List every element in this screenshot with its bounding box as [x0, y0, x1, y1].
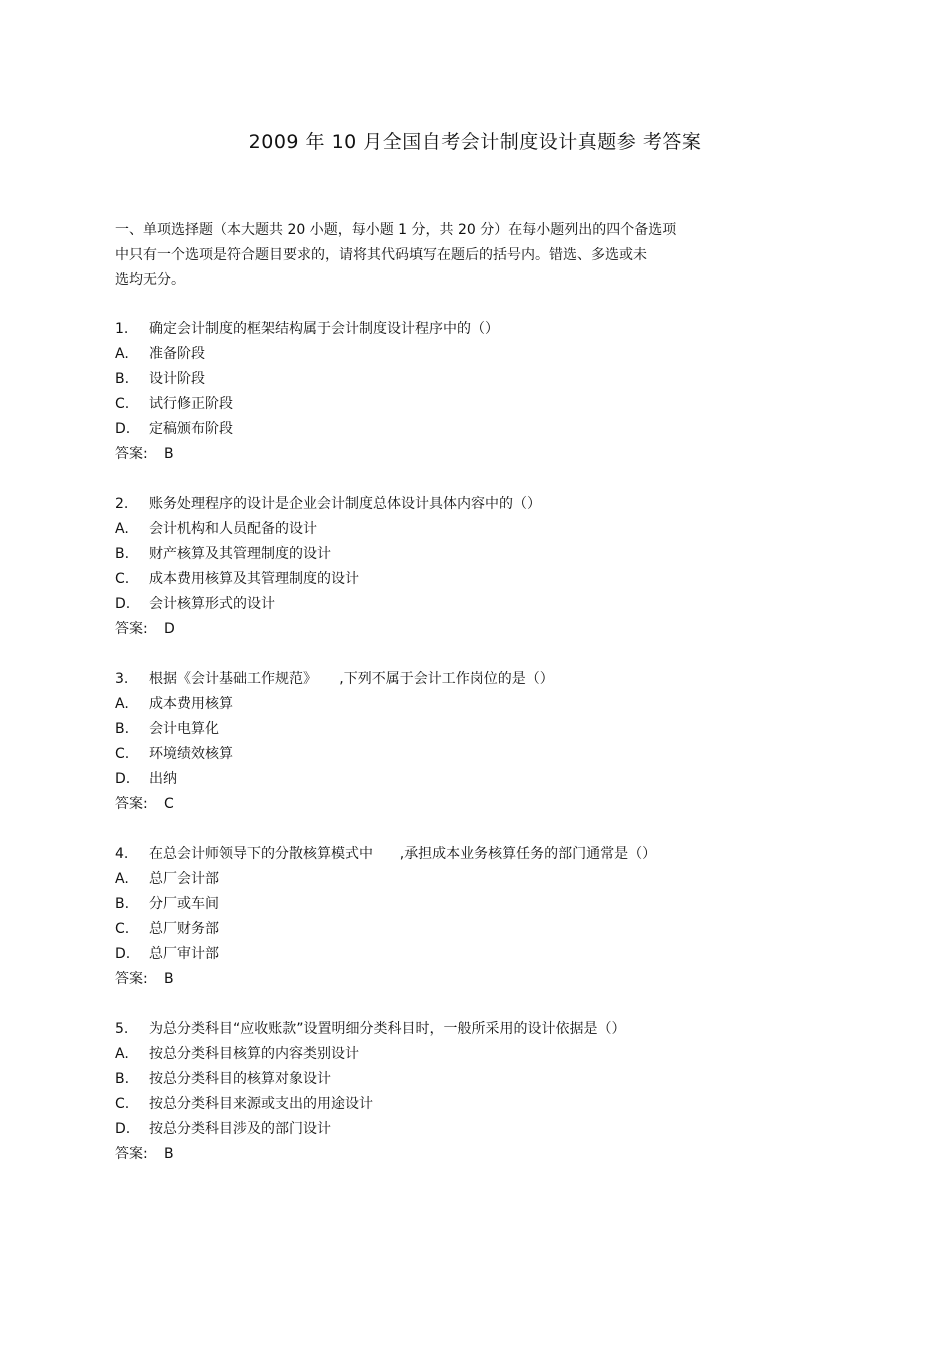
option-c — [115, 1092, 835, 1117]
option-c — [115, 567, 835, 592]
option-text: 分厂或车间 — [149, 896, 219, 912]
option-label: C. — [115, 921, 130, 937]
option-label: D. — [115, 771, 131, 787]
answer-line — [115, 1142, 835, 1167]
question-5 — [115, 1017, 835, 1192]
option-label: B. — [115, 896, 130, 912]
option-b — [115, 542, 835, 567]
option-label: D. — [115, 421, 131, 437]
option-label: D. — [115, 596, 131, 612]
option-text: 准备阶段 — [149, 346, 205, 362]
option-a — [115, 1042, 835, 1067]
answer-value: B — [164, 446, 174, 462]
question-list — [115, 317, 835, 1192]
option-text: 总厂财务部 — [149, 921, 219, 937]
intro-line: 一、单项选择题（本大题共 20 小题，每小题 1 分，共 20 分）在每小题列出的四个备选项 — [115, 222, 677, 238]
question-text: 在总会计师领导下的分散核算模式中 ,承担成本业务核算任务的部门通常是（） — [149, 846, 657, 862]
question-4 — [115, 842, 835, 1017]
option-text: 成本费用核算 — [149, 696, 233, 712]
answer-label: 答案: — [115, 621, 148, 637]
intro-line: 选均无分。 — [115, 272, 185, 288]
question-number: 2. — [115, 496, 129, 512]
answer-line — [115, 792, 835, 817]
question-text: 为总分类科目“应收账款”设置明细分类科目时，一般所采用的设计依据是（） — [149, 1021, 626, 1037]
option-text: 按总分类科目来源或支出的用途设计 — [149, 1096, 373, 1112]
question-number: 3. — [115, 671, 129, 687]
option-label: A. — [115, 521, 129, 537]
section-intro — [115, 218, 775, 293]
option-text: 出纳 — [149, 771, 177, 787]
answer-label: 答案: — [115, 446, 148, 462]
document-title: 2009 年 10 月全国自考会计制度设计真题参 考答案 — [248, 131, 702, 153]
option-label: A. — [115, 346, 129, 362]
answer-value: C — [164, 796, 174, 812]
question-stem — [115, 1017, 835, 1042]
question-number: 5. — [115, 1021, 129, 1037]
answer-label: 答案: — [115, 971, 148, 987]
option-text: 会计机构和人员配备的设计 — [149, 521, 317, 537]
option-c — [115, 392, 835, 417]
option-d — [115, 417, 835, 442]
option-a — [115, 867, 835, 892]
question-2 — [115, 492, 835, 667]
option-label: C. — [115, 1096, 130, 1112]
option-a — [115, 342, 835, 367]
option-b — [115, 367, 835, 392]
question-stem — [115, 667, 835, 692]
option-label: B. — [115, 1071, 130, 1087]
option-b — [115, 1067, 835, 1092]
option-label: D. — [115, 946, 131, 962]
option-b — [115, 717, 835, 742]
option-label: C. — [115, 746, 130, 762]
question-text: 确定会计制度的框架结构属于会计制度设计程序中的（） — [149, 321, 499, 337]
option-label: C. — [115, 396, 130, 412]
option-text: 会计电算化 — [149, 721, 219, 737]
question-1 — [115, 317, 835, 492]
question-text: 根据《会计基础工作规范》 ,下列不属于会计工作岗位的是（） — [149, 671, 554, 687]
option-c — [115, 917, 835, 942]
question-text: 账务处理程序的设计是企业会计制度总体设计具体内容中的（） — [149, 496, 541, 512]
answer-value: B — [164, 1146, 174, 1162]
option-text: 总厂审计部 — [149, 946, 219, 962]
option-label: A. — [115, 1046, 129, 1062]
option-label: A. — [115, 696, 129, 712]
answer-label: 答案: — [115, 796, 148, 812]
option-text: 按总分类科目的核算对象设计 — [149, 1071, 331, 1087]
answer-line — [115, 442, 835, 467]
option-c — [115, 742, 835, 767]
option-d — [115, 767, 835, 792]
option-a — [115, 517, 835, 542]
question-stem — [115, 492, 835, 517]
question-number: 4. — [115, 846, 129, 862]
answer-value: B — [164, 971, 174, 987]
question-stem — [115, 842, 835, 867]
question-number: 1. — [115, 321, 129, 337]
option-text: 环境绩效核算 — [149, 746, 233, 762]
option-text: 按总分类科目核算的内容类别设计 — [149, 1046, 359, 1062]
answer-line — [115, 967, 835, 992]
option-label: B. — [115, 721, 130, 737]
option-text: 成本费用核算及其管理制度的设计 — [149, 571, 359, 587]
intro-line: 中只有一个选项是符合题目要求的，请将其代码填写在题后的括号内。错选、多选或未 — [115, 247, 647, 263]
option-d — [115, 942, 835, 967]
answer-value: D — [164, 621, 175, 637]
option-d — [115, 1117, 835, 1142]
option-b — [115, 892, 835, 917]
question-stem — [115, 317, 835, 342]
option-text: 试行修正阶段 — [149, 396, 233, 412]
option-label: B. — [115, 371, 130, 387]
answer-label: 答案: — [115, 1146, 148, 1162]
option-text: 定稿颁布阶段 — [149, 421, 233, 437]
option-d — [115, 592, 835, 617]
option-text: 总厂会计部 — [149, 871, 219, 887]
option-text: 设计阶段 — [149, 371, 205, 387]
option-text: 按总分类科目涉及的部门设计 — [149, 1121, 331, 1137]
option-label: D. — [115, 1121, 131, 1137]
option-label: C. — [115, 571, 130, 587]
option-text: 会计核算形式的设计 — [149, 596, 275, 612]
answer-line — [115, 617, 835, 642]
option-label: A. — [115, 871, 129, 887]
option-text: 财产核算及其管理制度的设计 — [149, 546, 331, 562]
option-label: B. — [115, 546, 130, 562]
question-3 — [115, 667, 835, 842]
option-a — [115, 692, 835, 717]
